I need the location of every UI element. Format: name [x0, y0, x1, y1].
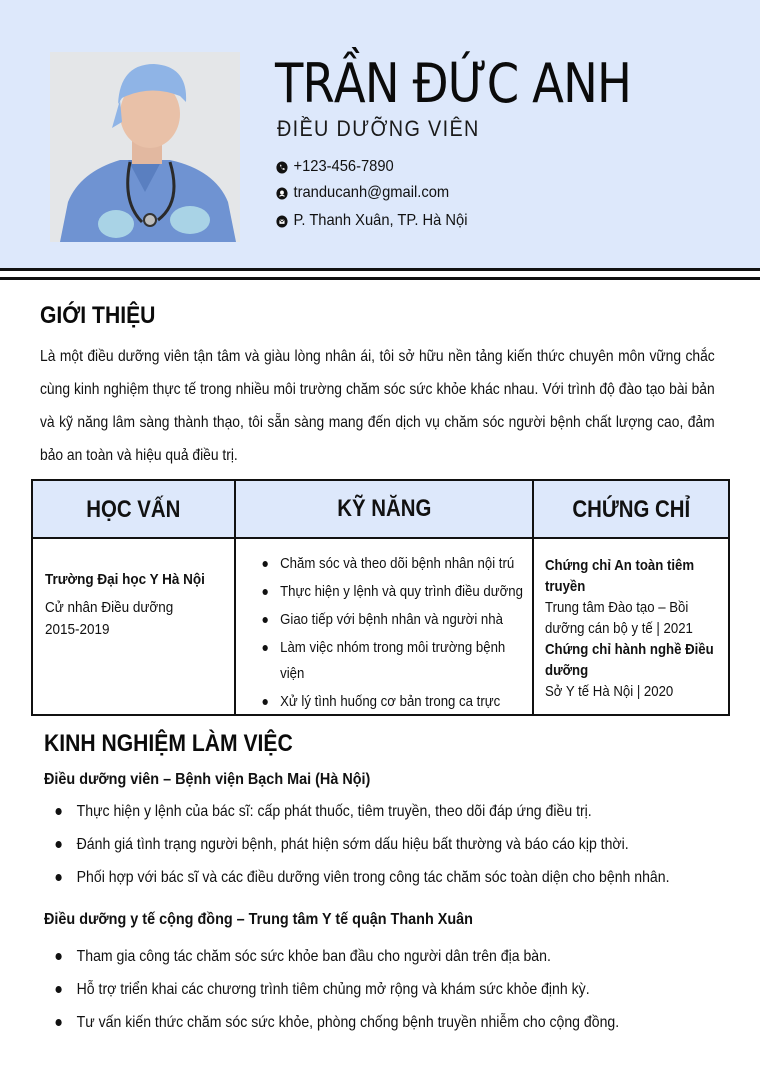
certificates-title: CHỨNG CHỈ	[572, 496, 690, 523]
job-title: Điều dưỡng viên – Bệnh viện Bạch Mai (Hà Nội)	[44, 771, 371, 788]
certificate-name: Chứng chỉ hành nghề Điều dưỡng	[545, 641, 714, 679]
contact-email	[276, 184, 449, 202]
nurse-portrait-image	[50, 52, 240, 242]
education-title: HỌC VẤN	[86, 496, 181, 523]
header-band	[0, 0, 760, 268]
skill-item: Làm việc nhóm trong môi trường bệnh viện	[259, 635, 523, 687]
certificate-detail: Trung tâm Đào tạo – Bồi dưỡng cán bộ y tế | 2021	[545, 599, 693, 637]
header-divider-top	[0, 268, 760, 271]
profile-photo	[50, 52, 240, 242]
email-text: tranducanh@gmail.com	[293, 184, 450, 201]
job-duty-item: Tham gia công tác chăm sóc sức khỏe ban đầu cho người dân trên địa bàn.	[52, 940, 738, 973]
job-title: Điều dưỡng y tế cộng đồng – Trung tâm Y tế quận Thanh Xuân	[44, 911, 473, 928]
experience-title: KINH NGHIỆM LÀM VIỆC	[44, 730, 293, 757]
skills-title: KỸ NĂNG	[336, 495, 432, 522]
education-degree: Cử nhân Điều dưỡng	[45, 599, 174, 616]
contact-location	[276, 212, 468, 230]
job-duty-item: Hỗ trợ triển khai các chương trình tiêm chủng mở rộng và khám sức khỏe định kỳ.	[52, 973, 738, 1006]
job-duties-list	[52, 940, 738, 1039]
education-block	[45, 569, 205, 641]
education-school: Trường Đại học Y Hà Nội	[45, 571, 205, 588]
skill-item: Giao tiếp với bệnh nhân và người nhà	[259, 607, 523, 633]
job-duties-list	[52, 795, 738, 894]
phone-icon	[276, 161, 288, 174]
certificate-name: Chứng chỉ An toàn tiêm truyền	[545, 557, 695, 595]
intro-text: Là một điều dưỡng viên tận tâm và giàu lòng nhân ái, tôi sở hữu nền tảng kiến thức chuyên môn vững chắc cùng kinh nghiệm thực tế trong nhiều môi trường chăm sóc sức khỏe khác nhau. Với trình độ đào tạo bài bản và kỹ năng lâm sàng thành thạo, tôi sẵn sàng mang đến dịch vụ chăm sóc người bệnh chất lượng cao, đảm bảo an toàn và hiệu quả điều trị.	[40, 348, 715, 464]
summary-table	[31, 479, 730, 716]
location-icon	[276, 215, 288, 228]
header-divider-bottom	[0, 277, 760, 280]
job-duty-item: Thực hiện y lệnh của bác sĩ: cấp phát thuốc, tiêm truyền, theo dõi đáp ứng điều trị.	[52, 795, 738, 828]
phone-text: +123-456-7890	[293, 158, 394, 175]
job-duty-item: Phối hợp với bác sĩ và các điều dưỡng viên trong công tác chăm sóc toàn diện cho bệnh nhân.	[52, 861, 738, 894]
skill-item: Chăm sóc và theo dõi bệnh nhân nội trú	[259, 551, 523, 577]
candidate-name: TRẦN ĐỨC ANH	[275, 52, 632, 115]
intro-title: GIỚI THIỆU	[40, 302, 156, 329]
skill-item: Xử lý tình huống cơ bản trong ca trực	[259, 689, 523, 715]
job-duty-item: Tư vấn kiến thức chăm sóc sức khỏe, phòng chống bệnh truyền nhiễm cho cộng đồng.	[52, 1006, 738, 1039]
candidate-role: ĐIỀU DƯỠNG VIÊN	[277, 116, 480, 141]
email-icon	[276, 187, 288, 200]
location-text: P. Thanh Xuân, TP. Hà Nội	[293, 212, 468, 229]
education-years: 2015-2019	[45, 621, 110, 638]
skill-item: Thực hiện y lệnh và quy trình điều dưỡng	[259, 579, 523, 605]
contact-phone	[276, 158, 394, 176]
certificates-block	[545, 555, 730, 702]
skills-list	[259, 551, 523, 717]
certificate-detail: Sở Y tế Hà Nội | 2020	[545, 683, 674, 700]
job-duty-item: Đánh giá tình trạng người bệnh, phát hiện sớm dấu hiệu bất thường và báo cáo kịp thời.	[52, 828, 738, 861]
